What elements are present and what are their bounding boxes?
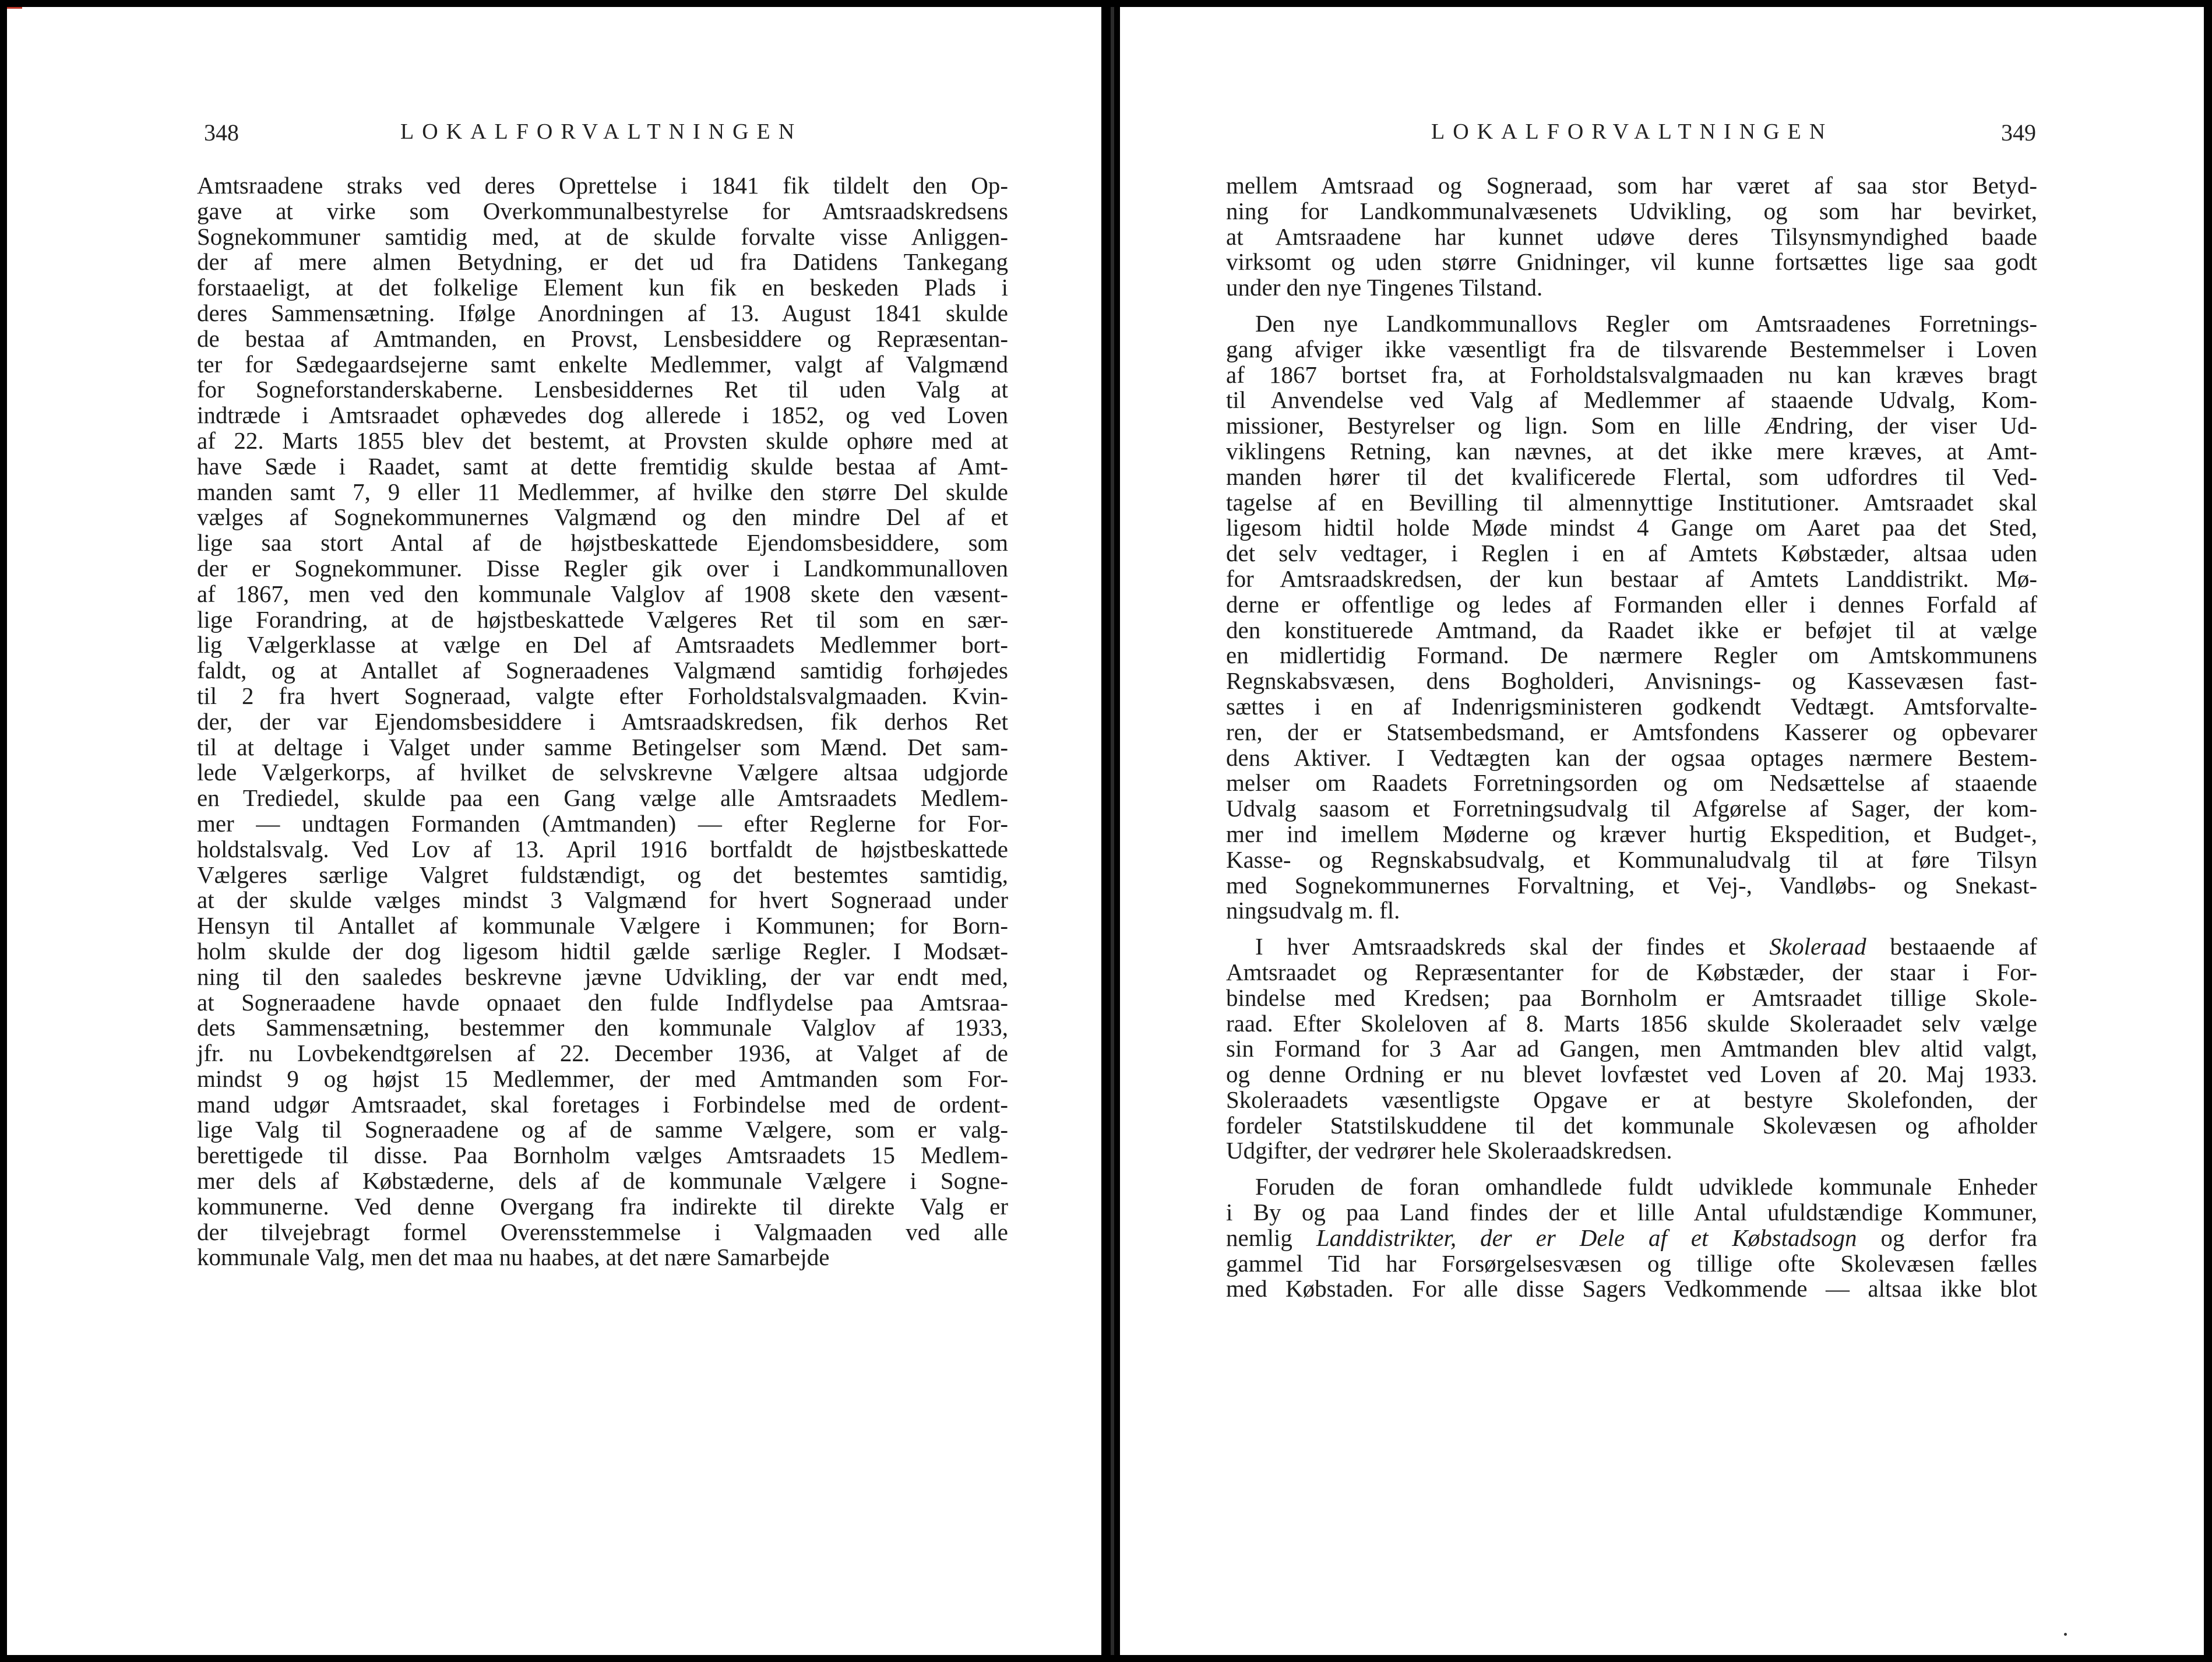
text-line: ren, der er Statsembedsmand, er Amtsfondens Kasserer og opbevarer [1226, 718, 2037, 745]
text-line: Udgifter, der vedrører hele Skoleraadskredsen. [1226, 1137, 1672, 1164]
text-line: tagelse af en Bevilling til almennyttige Institutioner. Amtsraadet skal [1226, 488, 2037, 516]
text-line: af 1867 bortset fra, at Forholdstalsvalgmaaden nu kan kræves bragt [1226, 361, 2037, 388]
text-line: med Sognekommunernes Forvaltning, et Vej-, Vandløbs- og Snekast- [1226, 871, 2037, 899]
text-line: Foruden de foran omhandlede fuldt udviklede kommunale Enheder [1255, 1173, 2037, 1200]
text-line: en midlertidig Formand. De nærmere Regler om Amtskommunens [1226, 642, 2037, 669]
right-body-text [1226, 173, 2037, 1302]
text-line: viklingens Retning, kan nævnes, at det ikke mere kræves, at Amt- [1226, 437, 2037, 464]
page-number: 348 [204, 119, 239, 146]
red-edge-mark [7, 7, 22, 9]
text-line: raad. Efter Skoleloven af 8. Marts 1856 skulde Skoleraadet selv vælge [1226, 1009, 2037, 1037]
text-line: holm skulde der dog ligesom hidtil gælde særlige Regler. I Modsæt- [197, 937, 1008, 964]
left-page [7, 7, 1101, 1655]
text-line: Vælgeres særlige Valgret fuldstændigt, og det bestemtes samtidig, [197, 861, 1008, 888]
text-line: gave at virke som Overkommunalbestyrelse for Amtsraadskredsens [197, 197, 1008, 224]
page-number: 349 [2001, 119, 2036, 146]
text-line: missioner, Bestyrelser og lign. Som en lille Ændring, der viser Ud- [1226, 412, 2037, 439]
text-line: der af mere almen Betydning, er det ud fra Datidens Tankegang [197, 248, 1008, 276]
text-line: at der skulde vælges mindst 3 Valgmænd for hvert Sogneraad under [197, 886, 1008, 914]
text-line: Kasse- og Regnskabsudvalg, et Kommunaludvalg til at føre Tilsyn [1226, 846, 2037, 873]
text-line: ning for Landkommunalvæsenets Udvikling, og som har bevirket, [1226, 197, 2037, 224]
italic-term: Skoleraad [1769, 933, 1866, 960]
text-line: fordeler Statstilskuddene til det kommunale Skolevæsen og afholder [1226, 1111, 2037, 1139]
text-line: faldt, og at Antallet af Sogneraadenes Valgmænd samtidig forhøjedes [197, 657, 1008, 684]
text-line: dets Sammensætning, bestemmer den kommunale Valglov af 1933, [197, 1014, 1008, 1041]
text-line: for Amtsraadskredsen, der kun bestaar af Amtets Landdistrikt. Mø- [1226, 565, 2037, 592]
text-line: der er Sognekommuner. Disse Regler gik over i Landkommunalloven [197, 554, 1008, 582]
text-line: indtræde i Amtsraadet ophævedes dog allerede i 1852, og ved Loven [197, 402, 1008, 429]
text-line: lige saa stort Antal af de højstbeskattede Ejendomsbesiddere, som [197, 529, 1008, 557]
text-line: med Købstaden. For alle disse Sagers Vedkommende — altsaa ikke blot [1226, 1275, 2037, 1302]
text-line: dens Aktiver. I Vedtægten kan der ogsaa optages nærmere Bestem- [1226, 744, 2037, 771]
text-line: lede Vælgerkorps, af hvilket de selvskrevne Vælgere altsaa udgjorde [197, 759, 1008, 786]
text-line: mand udgør Amtsraadet, skal foretages i Forbindelse med de ordent- [197, 1090, 1008, 1118]
text-line: under den nye Tingenes Tilstand. [1226, 274, 1543, 301]
text-line: at Sogneraadene havde opnaaet den fulde Indflydelse paa Amtsraa- [197, 988, 1008, 1016]
left-header [7, 119, 1101, 154]
text-line: berettigede til disse. Paa Bornholm vælges Amtsraadets 15 Medlem- [197, 1142, 1008, 1169]
text-line: virksomt og uden større Gnidninger, vil kunne fortsættes lige saa godt [1226, 248, 2037, 276]
text-line: bindelse med Kredsen; paa Bornholm er Amtsraadet tillige Skole- [1226, 984, 2037, 1011]
text-line: nemlig Landdistrikter, der er Dele af et Købstadsogn og derfor fra [1226, 1224, 2037, 1251]
text-line: en Trediedel, skulde paa een Gang vælge alle Amtsraadets Medlem- [197, 784, 1008, 812]
text-line: ligesom hidtil holde Møde mindst 4 Gange om Aaret paa det Sted, [1226, 514, 2037, 541]
text-line: manden samt 7, 9 eller 11 Medlemmer, af hvilke den større Del skulde [197, 478, 1008, 505]
text-line: til at deltage i Valget under samme Betingelser som Mænd. Det sam- [197, 733, 1008, 760]
text-line: de bestaa af Amtmanden, en Provst, Lensbesiddere og Repræsentan- [197, 325, 1008, 352]
text-line: lige Valg til Sogneraadene og af de samme Vælgere, som er valg- [197, 1116, 1008, 1143]
text-line: holdstalsvalg. Ved Lov af 13. April 1916 bortfaldt de højstbeskattede [197, 835, 1008, 862]
text-line: Skoleraadets væsentligste Opgave er at bestyre Skolefonden, der [1226, 1086, 2037, 1113]
text-line: i By og paa Land findes der et lille Antal ufuldstændige Kommuner, [1226, 1199, 2037, 1226]
text-line: I hver Amtsraadskreds skal der findes et Skoleraad bestaaende af [1255, 933, 2038, 960]
text-line: ter for Sædegaardsejerne samt enkelte Medlemmer, valgt af Valgmænd [197, 350, 1008, 378]
text-line: lig Vælgerklasse at vælge en Del af Amtsraadets Medlemmer bort- [197, 631, 1008, 659]
text-line: forstaaeligt, at det folkelige Element kun fik en beskeden Plads i [197, 274, 1008, 301]
running-title: LOKALFORVALTNINGEN [1431, 119, 1834, 144]
text-line: kommunerne. Ved denne Overgang fra indirekte til direkte Valg er [197, 1192, 1008, 1220]
text-line: gammel Tid har Forsørgelsesvæsen og tillige ofte Skolevæsen fælles [1226, 1249, 2037, 1277]
text-line: sættes i en af Indenrigsministeren godkendt Vedtægt. Amtsforvalte- [1226, 692, 2037, 720]
text-line: af 22. Marts 1855 blev det bestemt, at Provsten skulde ophøre med at [197, 427, 1008, 454]
text-line: kommunale Valg, men det maa nu haabes, at det nære Samarbejde [197, 1244, 830, 1271]
text-line: at Amtsraadene har kunnet udøve deres Tilsynsmyndighed baade [1226, 223, 2037, 250]
text-line: gang afviger ikke væsentligt fra de tilsvarende Bestemmelser i Loven [1226, 335, 2037, 362]
text-line: der tilvejebragt formel Overensstemmelse i Valgmaaden ved alle [197, 1218, 1008, 1245]
stray-mark [2064, 1633, 2067, 1636]
text-line: den konstituerede Amtmand, da Raadet ikke er beføjet til at vælge [1226, 616, 2037, 643]
text-line: vælges af Sognekommunernes Valgmænd og den mindre Del af et [197, 503, 1008, 531]
text-line: manden hører til det kvalificerede Flertal, som udfordres til Ved- [1226, 463, 2037, 490]
text-line: mer dels af Købstæderne, dels af de kommunale Vælgere i Sogne- [197, 1167, 1008, 1195]
left-body-text [197, 173, 1008, 1270]
text-line: Amtsraadet og Repræsentanter for de Købstæder, der staar i For- [1226, 958, 2037, 985]
italic-term: Landdistrikter, der er Dele af et Købstadsogn [1316, 1224, 1857, 1251]
text-line: ning til den saaledes beskrevne jævne Udvikling, der var endt med, [197, 963, 1008, 990]
text-line: Den nye Landkommunallovs Regler om Amtsraadenes Forretnings- [1255, 309, 2037, 337]
text-line: Sognekommuner samtidig med, at de skulde forvalte visse Anliggen- [197, 223, 1008, 250]
right-page [1120, 7, 2204, 1655]
right-header [1120, 119, 2204, 154]
text-line: mer ind imellem Møderne og kræver hurtig Ekspedition, et Budget-, [1226, 820, 2037, 847]
text-line: og denne Ordning er nu blevet lovfæstet ved Loven af 20. Maj 1933. [1226, 1061, 2037, 1088]
text-line: mellem Amtsraad og Sogneraad, som har været af saa stor Betyd- [1226, 172, 2037, 199]
text-line: Amtsraadene straks ved deres Oprettelse i 1841 fik tildelt den Op- [197, 172, 1008, 199]
text-line: deres Sammensætning. Ifølge Anordningen af 13. August 1841 skulde [197, 299, 1008, 326]
text-line: Udvalg saasom et Forretningsudvalg til Afgørelse af Sager, der kom- [1226, 795, 2037, 822]
text-line: af 1867, men ved den kommunale Valglov af 1908 skete den væsent- [197, 580, 1008, 607]
text-line: mindst 9 og højst 15 Medlemmer, der med Amtmanden som For- [197, 1065, 1008, 1092]
text-line: til Anvendelse ved Valg af Medlemmer af staaende Udvalg, Kom- [1226, 386, 2037, 414]
running-title: LOKALFORVALTNINGEN [400, 119, 803, 144]
text-line: ningsudvalg m. fl. [1226, 897, 1400, 924]
text-line: mer — undtagen Formanden (Amtmanden) — efter Reglerne for For- [197, 809, 1008, 837]
text-line: til 2 fra hvert Sogneraad, valgte efter Forholdstalsvalgmaaden. Kvin- [197, 682, 1008, 709]
page-gutter [1111, 7, 1114, 1655]
text-line: melser om Raadets Forretningsorden og om Nedsættelse af staaende [1226, 769, 2037, 797]
text-line: det selv vedtager, i Reglen i en af Amtets Købstæder, altsaa uden [1226, 540, 2037, 567]
text-line: sin Formand for 3 Aar ad Gangen, men Amtmanden blev altid valgt, [1226, 1035, 2037, 1062]
text-line: derne er offentlige og ledes af Formanden eller i dennes Forfald af [1226, 590, 2037, 618]
text-line: for Sogneforstanderskaberne. Lensbesiddernes Ret til uden Valg at [197, 376, 1008, 403]
text-line: jfr. nu Lovbekendtgørelsen af 22. December 1936, at Valget af de [197, 1040, 1008, 1067]
text-line: Hensyn til Antallet af kommunale Vælgere i Kommunen; for Born- [197, 912, 1008, 939]
text-line: der, der var Ejendomsbesiddere i Amtsraadskredsen, fik derhos Ret [197, 707, 1008, 735]
text-line: lige Forandring, at de højstbeskattede Vælgeres Ret til som en sær- [197, 605, 1008, 633]
text-line: have Sæde i Raadet, samt at dette fremtidig skulde bestaa af Amt- [197, 452, 1008, 480]
text-line: Regnskabsvæsen, dens Bogholderi, Anvisnings- og Kassevæsen fast- [1226, 667, 2037, 695]
